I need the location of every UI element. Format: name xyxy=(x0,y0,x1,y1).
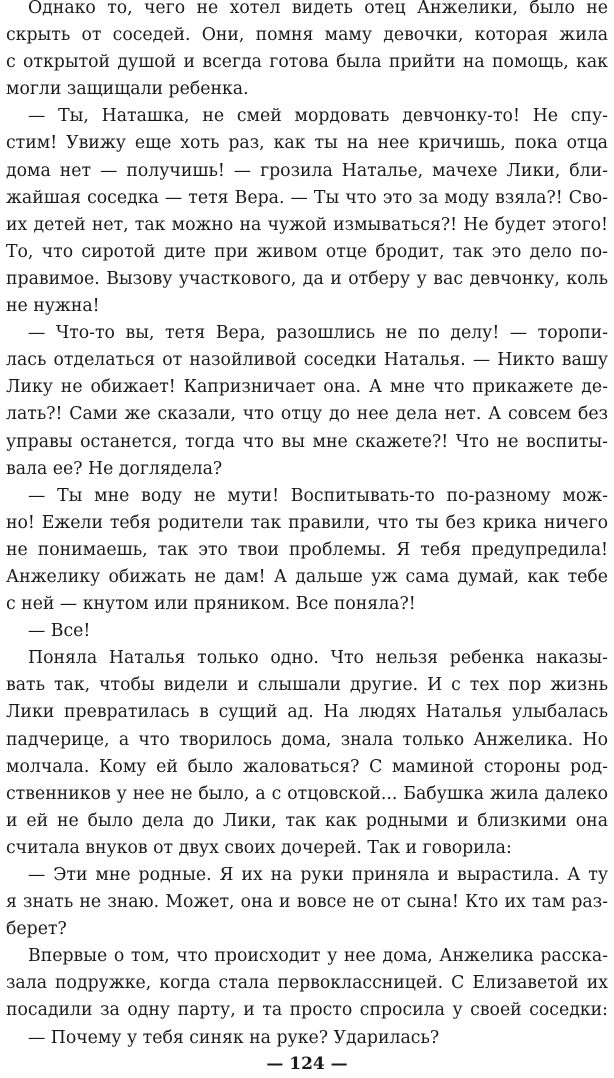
text-line: — Все! xyxy=(28,621,91,642)
text-line: молчала. Кому ей было жаловаться? С маминой стороны род- xyxy=(6,756,608,777)
text-line: лась отделаться от назойливой соседки Наталья. — Никто вашу xyxy=(6,350,608,371)
text-line: ственников у нее не было, а с отцовской... Бабушка жила далеко xyxy=(6,783,608,804)
text-line: но! Ежели тебя родители так правили, что ты без крика ничего xyxy=(6,512,608,533)
text-line: с ней — кнутом или пряником. Все поняла?! xyxy=(6,594,416,615)
text-line: лать?! Сами же сказали, что отцу до нее дела нет. А совсем без xyxy=(6,404,608,425)
text-line: Анжелику обижать не дам! А дальше уж сама думай, как тебе xyxy=(6,566,608,587)
text-line: и ей не было дела до Лики, так как родными и близкими она xyxy=(6,810,608,831)
text-line: правимое. Вызову участкового, да и отберу у вас девчонку, коль xyxy=(6,268,608,289)
text-line: падчерице, а что творилось дома, знала только Анжелика. Но xyxy=(6,729,608,750)
text-line: посадили за одну парту, и та просто спросила у своей соседки: xyxy=(6,1000,608,1021)
text-line: вала ее? Не доглядела? xyxy=(6,458,223,479)
text-line: я знать не знаю. Может, она и вовсе не от сына! Кто их там раз- xyxy=(6,892,608,913)
text-line: Однако то, чего не хотел видеть отец Анжелики, было не xyxy=(28,0,608,18)
text-line: — Ты мне воду не мути! Воспитывать-то по-разному мож- xyxy=(28,485,608,506)
text-line: не понимаешь, так это твои проблемы. Я тебя предупредила! xyxy=(6,539,608,560)
text-line: с открытой душой и всегда готова была прийти на помощь, как xyxy=(6,52,608,73)
text-line: Лику не обижает! Капризничает она. А мне что прикажете де- xyxy=(6,377,608,398)
text-line: — Что-то вы, тетя Вера, разошлись не по делу! — торопи- xyxy=(28,323,608,344)
text-line: — Ты, Наташка, не смей мордовать девчонку-то! Не спу- xyxy=(28,106,608,127)
text-line: Впервые о том, что происходит у нее дома, Анжелика расска- xyxy=(28,946,608,967)
text-line: дома нет — получишь! — грозила Наталье, мачехе Лики, бли- xyxy=(6,160,608,181)
text-line: считала внуков от двух своих дочерей. Так и говорила: xyxy=(6,837,512,858)
text-line: Лики превратилась в сущий ад. На людях Наталья улыбалась xyxy=(6,702,608,723)
page-number: — 124 — xyxy=(266,1054,348,1074)
text-line: их детей нет, так можно на чужой измываться?! Не будет этого! xyxy=(6,214,608,235)
text-line: — Эти мне родные. Я их на руки приняла и вырастила. А ту xyxy=(28,865,608,885)
body-text xyxy=(6,0,608,1052)
text-line: управы останется, тогда что вы мне скажете?! Что не воспиты- xyxy=(6,431,608,452)
text-line: не нужна! xyxy=(6,296,100,317)
text-line: стим! Увижу еще хоть раз, как ты на нее кричишь, пока отца xyxy=(6,133,608,154)
text-line: зала подружке, когда стала первоклассницей. С Елизаветой их xyxy=(6,973,608,994)
text-line: вать так, чтобы видели и слышали другие. И с тех пор жизнь xyxy=(6,675,608,696)
text-line: берет? xyxy=(6,919,67,940)
text-line: — Почему у тебя синяк на руке? Ударилась? xyxy=(28,1027,440,1048)
text-line: могли защищали ребенка. xyxy=(6,79,249,100)
text-line: Поняла Наталья только одно. Что нельзя ребенка наказы- xyxy=(28,648,608,669)
text-line: скрыть от соседей. Они, помня маму девочки, которая жила xyxy=(6,25,608,46)
text-line: То, что сиротой дите при живом отце бродит, так это дело по- xyxy=(6,241,608,262)
text-line: жайшая соседка — тетя Вера. — Ты что это за моду взяла?! Сво- xyxy=(6,187,608,208)
